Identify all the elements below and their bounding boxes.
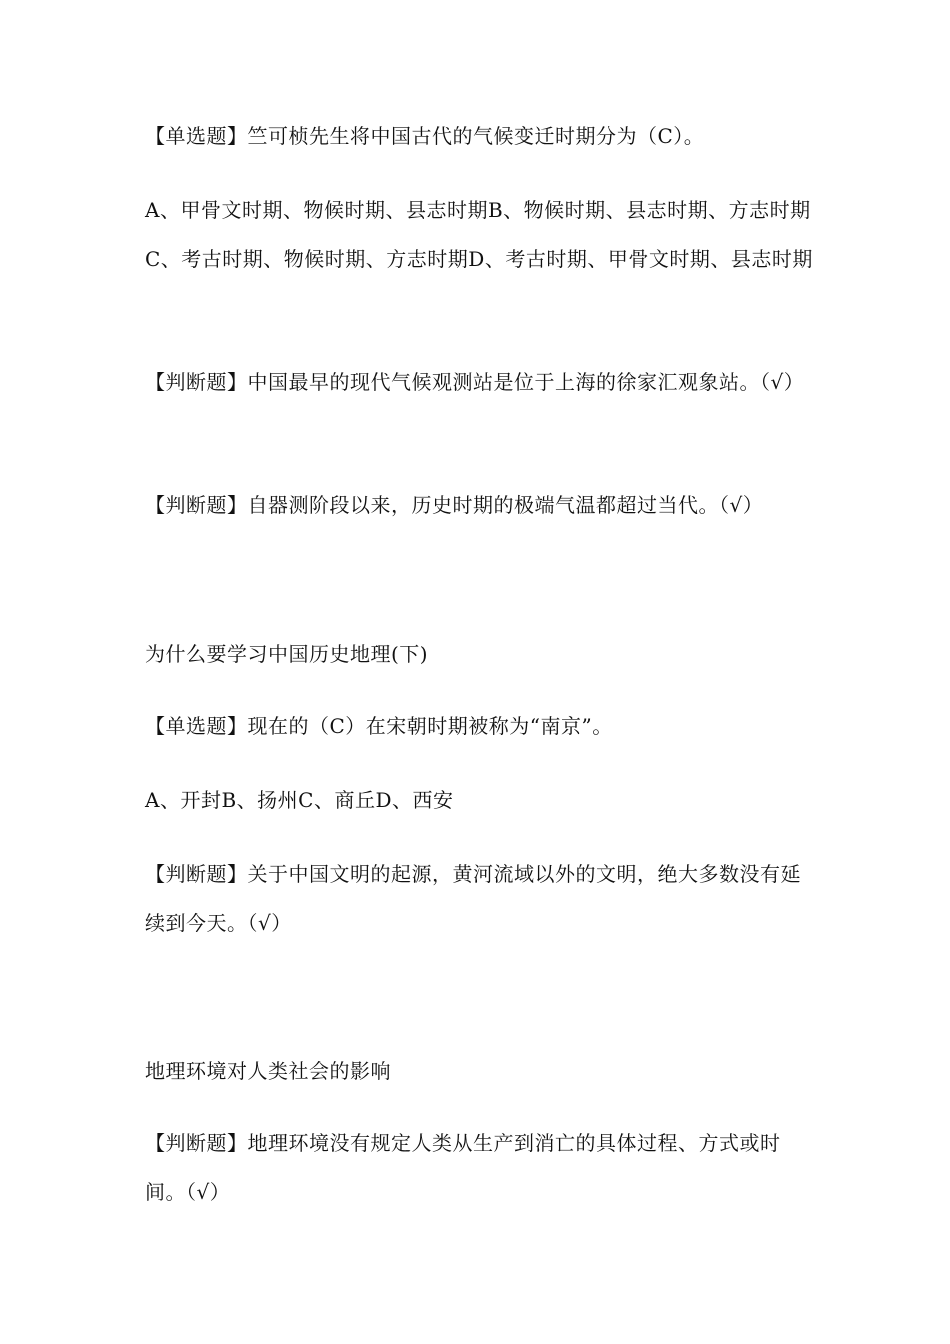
question-1-single-choice: 【单选题】竺可桢先生将中国古代的气候变迁时期分为（C）。 (145, 124, 705, 148)
question-4-single-choice: 【单选题】现在的（C）在宋朝时期被称为“南京”。 (145, 714, 613, 738)
section-heading-1: 为什么要学习中国历史地理(下) (145, 642, 429, 666)
question-1-options: A、甲骨文时期、物候时期、县志时期B、物候时期、县志时期、方志时期C、考古时期、物候时期、方志时期D、考古时期、甲骨文时期、县志时期 (145, 198, 813, 271)
question-5-true-false: 【判断题】关于中国文明的起源，黄河流域以外的文明，绝大多数没有延续到今天。（√） (145, 862, 801, 935)
question-2-true-false: 【判断题】中国最早的现代气候观测站是位于上海的徐家汇观象站。（√） (145, 370, 805, 394)
question-4-options: A、开封B、扬州C、商丘D、西安 (145, 788, 454, 812)
question-3-true-false: 【判断题】自器测阶段以来，历史时期的极端气温都超过当代。（√） (145, 493, 764, 517)
section-heading-2: 地理环境对人类社会的影响 (145, 1059, 391, 1083)
question-6-true-false: 【判断题】地理环境没有规定人类从生产到消亡的具体过程、方式或时间。（√） (145, 1131, 781, 1204)
